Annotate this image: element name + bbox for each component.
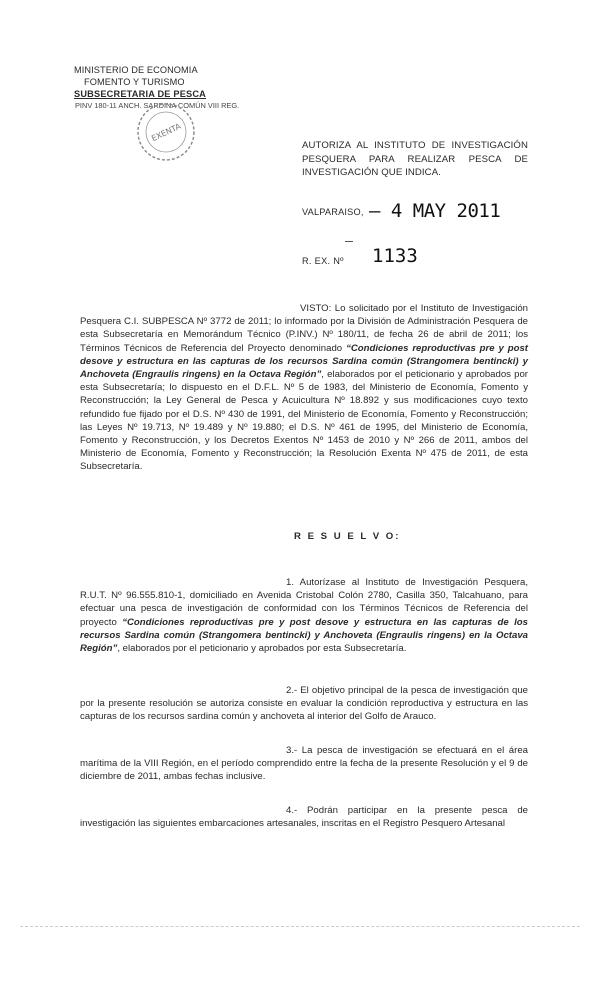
article-4: 4.- Podrán participar en la presente pesca de investigación las siguientes embarcaciones artesanales, inscritas en el Registro Pesquero Artesanal <box>80 805 528 830</box>
article-3: 3.- La pesca de investigación se efectuará en el área marítima de la VIII Región, en el período comprendido entre la fecha de la presente Resolución y el 9 de diciembre de 2011, ambas fechas inclusive. <box>80 745 528 783</box>
date-stamp: – 4 MAY 2011 <box>369 200 501 222</box>
article-2: 2.- El objetivo principal de la pesca de investigación que por la presente resolución se autoriza consiste en evaluar la condición reproductiva y estructura en las capturas de los recursos sardina común y anchoveta al interior del Golfo de Arauco. <box>80 685 528 723</box>
exenta-stamp <box>134 100 198 164</box>
article-1 <box>80 576 528 655</box>
scan-page-edge <box>20 926 580 927</box>
rex-label: R. EX. Nº <box>302 256 344 266</box>
resolution-number: 1133 <box>372 245 418 267</box>
resolution-title: AUTORIZA AL INSTITUTO DE INVESTIGACIÓN PESQUERA PARA REALIZAR PESCA DE INVESTIGACIÓN QUE INDICA. <box>302 140 528 178</box>
place-label: VALPARAISO, <box>302 207 364 217</box>
resuelvo-heading: R E S U E L V O: <box>294 531 401 542</box>
subsecretaria-name: SUBSECRETARIA DE PESCA <box>74 89 207 99</box>
stamp-text: EXENTA <box>150 121 183 144</box>
article-1-text-end: , elaborados por el peticionario y aprobados por esta Subsecretaría. <box>117 643 407 655</box>
visto-text: VISTO: Lo solicitado por el Instituto de Investigación Pesquera C.I. SUBPESCA Nº 3772 de 2011; lo informado por la División de Administración Pesquera de esta Subsecretaría en Memorándum Técnico (P.INV.) Nº 180/11, de fecha 26 de abril de 2011; los Términos Técnicos de Referencia del Proyecto denominado <box>80 303 528 354</box>
visto-paragraph <box>80 302 528 474</box>
visto-project-title: “Condiciones reproductivas pre y post desove y estructura en las capturas de los recursos Sardina común (Strangomera bentincki) y Anchoveta (Engraulis ringens) en la Octava Región” <box>80 342 528 381</box>
date-underline <box>345 241 353 242</box>
article-1-project-title: “Condiciones reproductivas pre y post desove y estructura en las capturas de los recursos Sardina común (Strangomera bentincki) y Anchoveta (Engraulis ringens) en la Octava Región” <box>80 616 528 655</box>
reference-code: PINV 180-11 ANCH. SARDINA COMÚN VIII REG. <box>75 101 240 110</box>
article-1-text: 1. Autorízase al Instituto de Investigación Pesquera, R.U.T. Nº 96.555.810-1, domiciliado en Avenida Cristobal Colón 2780, Casilla 350, Talcahuano, para efectuar una pesca de investigación de conformidad con los Términos Técnicos de Referencia del proyecto <box>80 577 528 628</box>
ministry-name: MINISTERIO DE ECONOMIA <box>74 65 198 75</box>
visto-text-continued: , elaborados por el peticionario y aprobados por esta Subsecretaría; lo dispuesto en el D.F.L. Nº 5 de 1983, del Ministerio de Economía, Fomento y Reconstrucción; la Ley General de Pesca y Acuicultura Nº 18.892 y sus modificaciones cuyo texto refundido fue fijado por el D.S. Nº 430 de 1991, del Ministerio de Economía, Fomento y Reconstrucción; las Leyes Nº 19.713, Nº 19.489 y Nº 19.880; el D.S. Nº 461 de 1995, del Ministerio de Economía, Fomento y Reconstrucción, y los Decretos Exentos Nº 1453 de 2010 y Nº 266 de 2011, ambos del Ministerio de Economía, Fomento y Reconstrucción; la Resolución Exenta Nº 475 de 2011, de esta Subsecretaría. <box>80 369 528 473</box>
stamp-seal-icon <box>134 100 198 164</box>
ministry-name-line2: FOMENTO Y TURISMO <box>84 77 185 87</box>
